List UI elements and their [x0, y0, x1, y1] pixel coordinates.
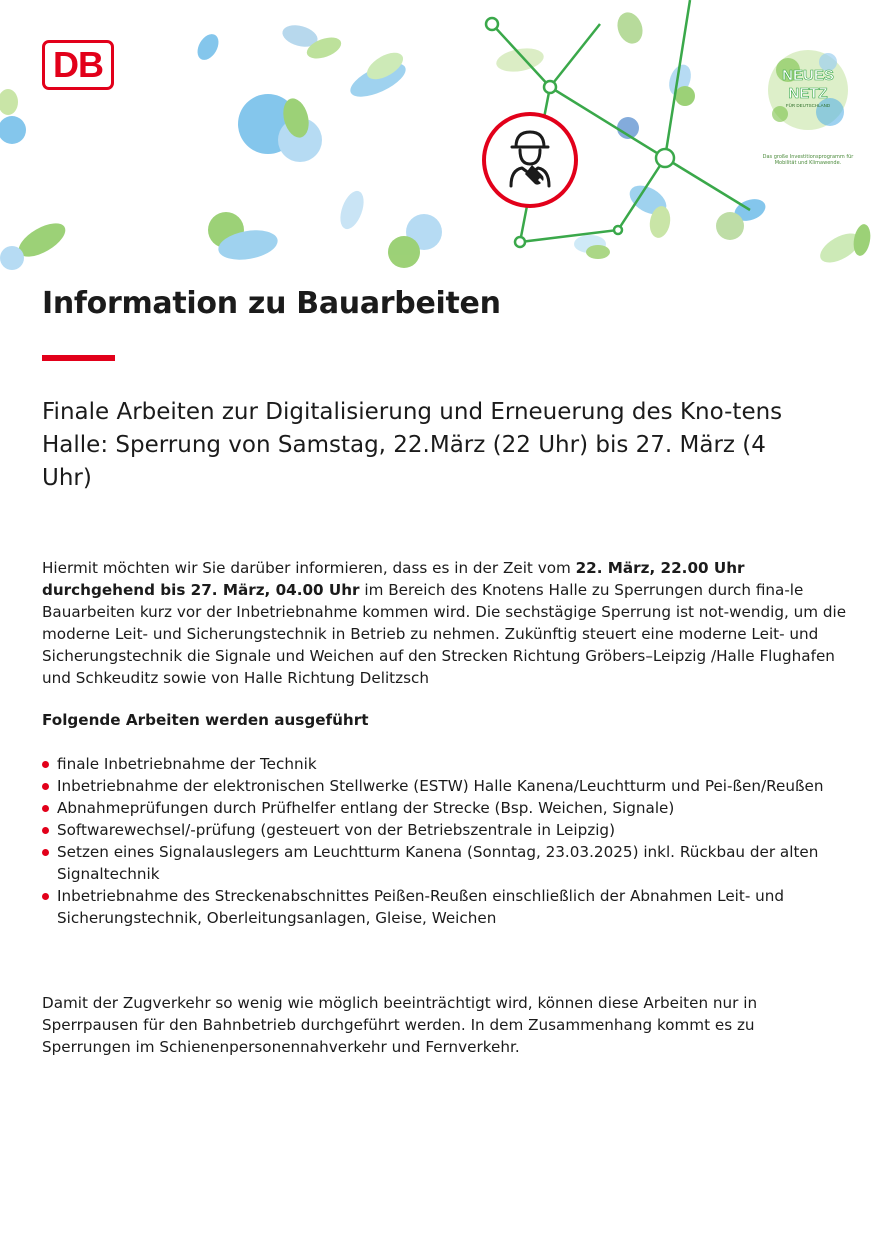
bullet-icon [42, 827, 49, 834]
intro-bold-dates: 22. März, 22.00 Uhr durchgehend bis 27. März, 04.00 Uhr [42, 559, 745, 599]
list-item [42, 841, 848, 885]
intro-paragraph [42, 557, 848, 689]
list-item-text: Inbetriebnahme des Streckenabschnittes Peißen-Reußen einschließlich der Abnahmen Leit- und Sicherungstechnik, Oberleitungsanlagen, Gleise, Weichen [57, 887, 785, 927]
netz-logo-line2: NETZ [788, 85, 828, 102]
bullet-icon [42, 761, 49, 768]
intro-text-end: im Bereich des Knotens Halle zu Sperrungen durch fina-le Bauarbeiten kurz vor der Inbetriebnahme kommen wird. Die sechstägige Sperrung ist not-wendig, um die moderne Leit- und Sicherungstechnik in Betrieb zu nehmen. Zukünftig steuert eine moderne Leit- und Sicherungstechnik die Signale und Weichen auf den Strecken Richtung Gröbers–Leipzig /Halle Flughafen und Schkeuditz sowie von Halle Richtung Delitzsch [42, 581, 847, 687]
list-item [42, 819, 848, 841]
list-item-text: Inbetriebnahme der elektronischen Stellwerke (ESTW) Halle Kanena/Leuchtturm und Pei-ßen/Reußen [57, 777, 824, 795]
page-title: Information zu Bauarbeiten [42, 286, 501, 321]
subtitle: Finale Arbeiten zur Digitalisierung und Erneuerung des Kno-tens Halle: Sperrung von Samstag, 22.März (22 Uhr) bis 27. März (4 Uhr) [42, 399, 783, 491]
bullet-icon [42, 849, 49, 856]
bullet-icon [42, 805, 49, 812]
bullet-icon [42, 783, 49, 790]
closing-paragraph: Damit der Zugverkehr so wenig wie möglich beeinträchtigt wird, können diese Arbeiten nur in Sperrpausen für den Bahnbetrieb durchgeführt werden. In dem Zusammenhang kommt es zu Sperrungen im Schienenpersonennahverkehr und Fernverkehr. [42, 994, 758, 1056]
construction-worker-icon [480, 110, 580, 210]
list-item-text: Softwarewechsel/-prüfung (gesteuert von der Betriebszentrale in Leipzig) [57, 821, 615, 839]
works-heading: Folgende Arbeiten werden ausgeführt [42, 711, 369, 729]
list-item [42, 885, 848, 929]
db-logo: DB [42, 40, 114, 90]
list-item [42, 775, 848, 797]
intro-text-start: Hiermit möchten wir Sie darüber informieren, dass es in der Zeit vom [42, 559, 576, 577]
title-underline [42, 355, 115, 361]
header-illustration [0, 0, 888, 280]
list-item-text: finale Inbetriebnahme der Technik [57, 755, 317, 773]
list-item-text: Setzen eines Signalauslegers am Leuchtturm Kanena (Sonntag, 23.03.2025) inkl. Rückbau der alten Signaltechnik [57, 843, 819, 883]
works-list [42, 753, 848, 929]
neues-netz-logo [758, 40, 858, 160]
netz-logo-line1: NEUES [782, 67, 834, 84]
bullet-icon [42, 893, 49, 900]
list-item [42, 797, 848, 819]
list-item-text: Abnahmeprüfungen durch Prüfhelfer entlang der Strecke (Bsp. Weichen, Signale) [57, 799, 675, 817]
list-item [42, 753, 848, 775]
netz-caption: Das große Investitionsprogramm für Mobilität und Klimawende. [762, 154, 854, 166]
netz-logo-sub: FÜR DEUTSCHLAND [785, 103, 831, 108]
